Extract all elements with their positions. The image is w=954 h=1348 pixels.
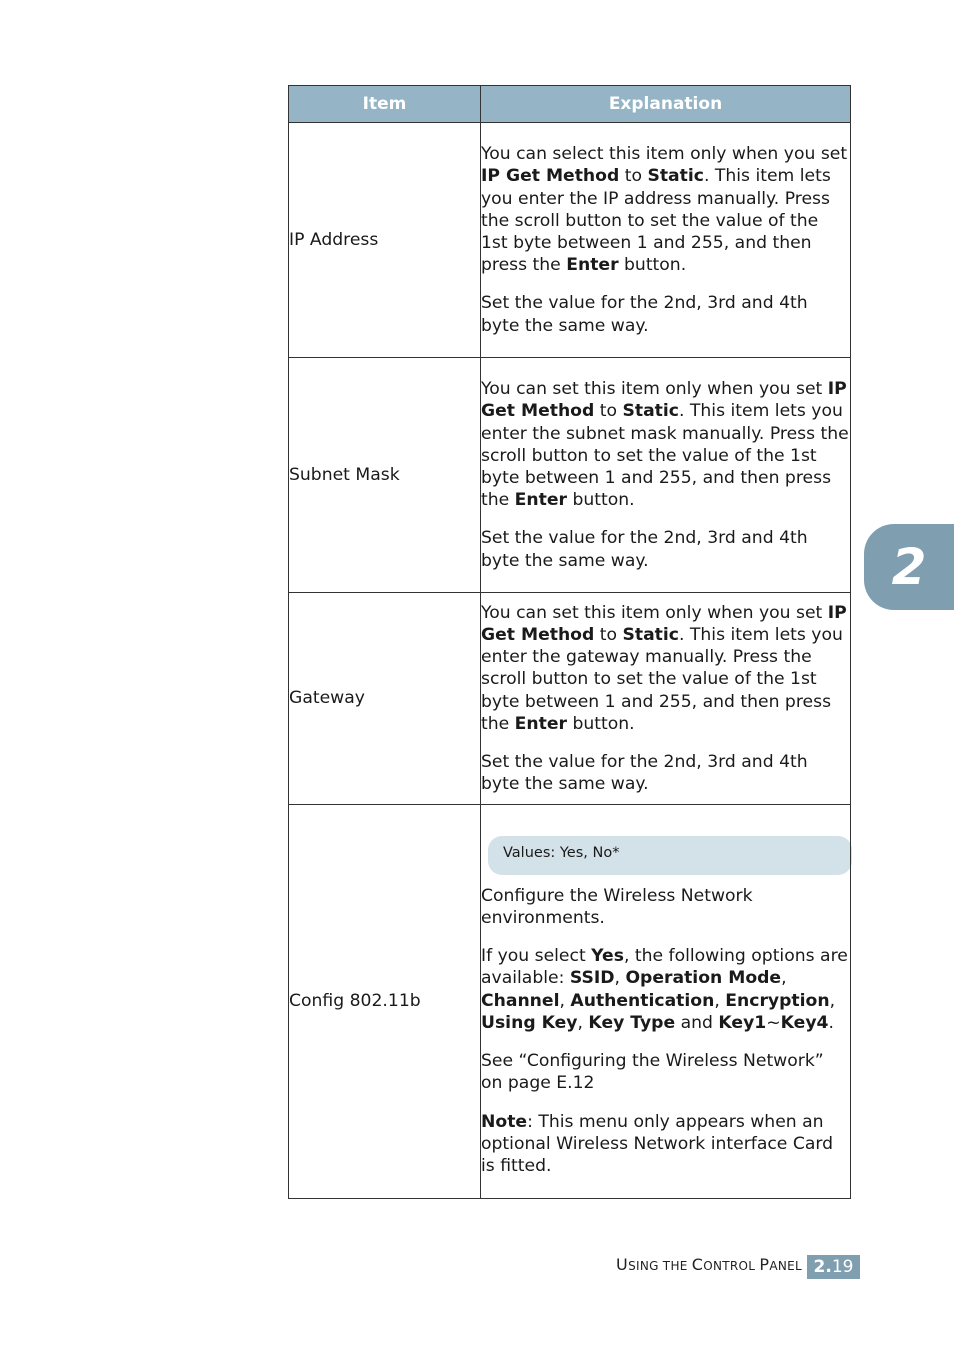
table-row-gateway xyxy=(289,593,851,805)
table-row-ip-address xyxy=(289,123,851,358)
explanation-paragraph: You can set this item only when you set IP Get Method to Static. This item lets you enter the subnet mask manually. Press the scroll button to set the value of the 1st byte between 1 and 255, and then press the Enter button. xyxy=(481,379,849,511)
table-header-row xyxy=(289,86,851,123)
header-explanation: Explanation xyxy=(481,86,851,123)
explanation-paragraph: See “Configuring the Wireless Network” on page E.12 xyxy=(481,1051,824,1094)
explanation-ip-address xyxy=(481,123,851,358)
explanation-paragraph: You can set this item only when you set IP Get Method to Static. This item lets you enter the gateway manually. Press the scroll button to set the value of the 1st byte between 1 and 255, and then press the Enter button. xyxy=(481,602,847,734)
explanation-paragraph: Note: This menu only appears when an optional Wireless Network interface Card is fitted. xyxy=(481,1111,834,1176)
values-box: Values: Yes, No* xyxy=(488,836,852,875)
table-row-subnet-mask xyxy=(289,358,851,593)
item-subnet-mask: Subnet Mask xyxy=(289,358,481,593)
explanation-paragraph: Set the value for the 2nd, 3rd and 4th byte the same way. xyxy=(481,293,808,336)
explanation-paragraph: Configure the Wireless Network environments. xyxy=(481,885,753,929)
page-number: 2.19 xyxy=(807,1255,860,1279)
explanation-paragraph: If you select Yes, the following options are available: SSID, Operation Mode, Channel, Authentication, Encryption, Using Key, Key Type and Key1~Key4. xyxy=(481,946,848,1033)
explanation-paragraph: Set the value for the 2nd, 3rd and 4th byte the same way. xyxy=(481,751,808,795)
explanation-gateway xyxy=(481,593,851,805)
explanation-config-80211b xyxy=(481,805,851,1199)
explanation-paragraph: You can select this item only when you set IP Get Method to Static. This item lets you enter the IP address manually. Press the scroll button to set the value of the 1st byte between 1 and 255, and then press the Enter button. xyxy=(481,144,848,276)
chapter-tab: 2 xyxy=(864,524,954,610)
table-row-config-80211b xyxy=(289,805,851,1199)
item-gateway: Gateway xyxy=(289,593,481,805)
explanation-subnet-mask xyxy=(481,358,851,593)
header-item: Item xyxy=(289,86,481,123)
settings-table xyxy=(288,85,851,1199)
explanation-paragraph: Set the value for the 2nd, 3rd and 4th byte the same way. xyxy=(481,528,808,571)
item-ip-address: IP Address xyxy=(289,123,481,358)
footer-section-title: USING THE CONTROL PANEL xyxy=(616,1255,802,1274)
item-config-80211b: Config 802.11b xyxy=(289,805,481,1199)
